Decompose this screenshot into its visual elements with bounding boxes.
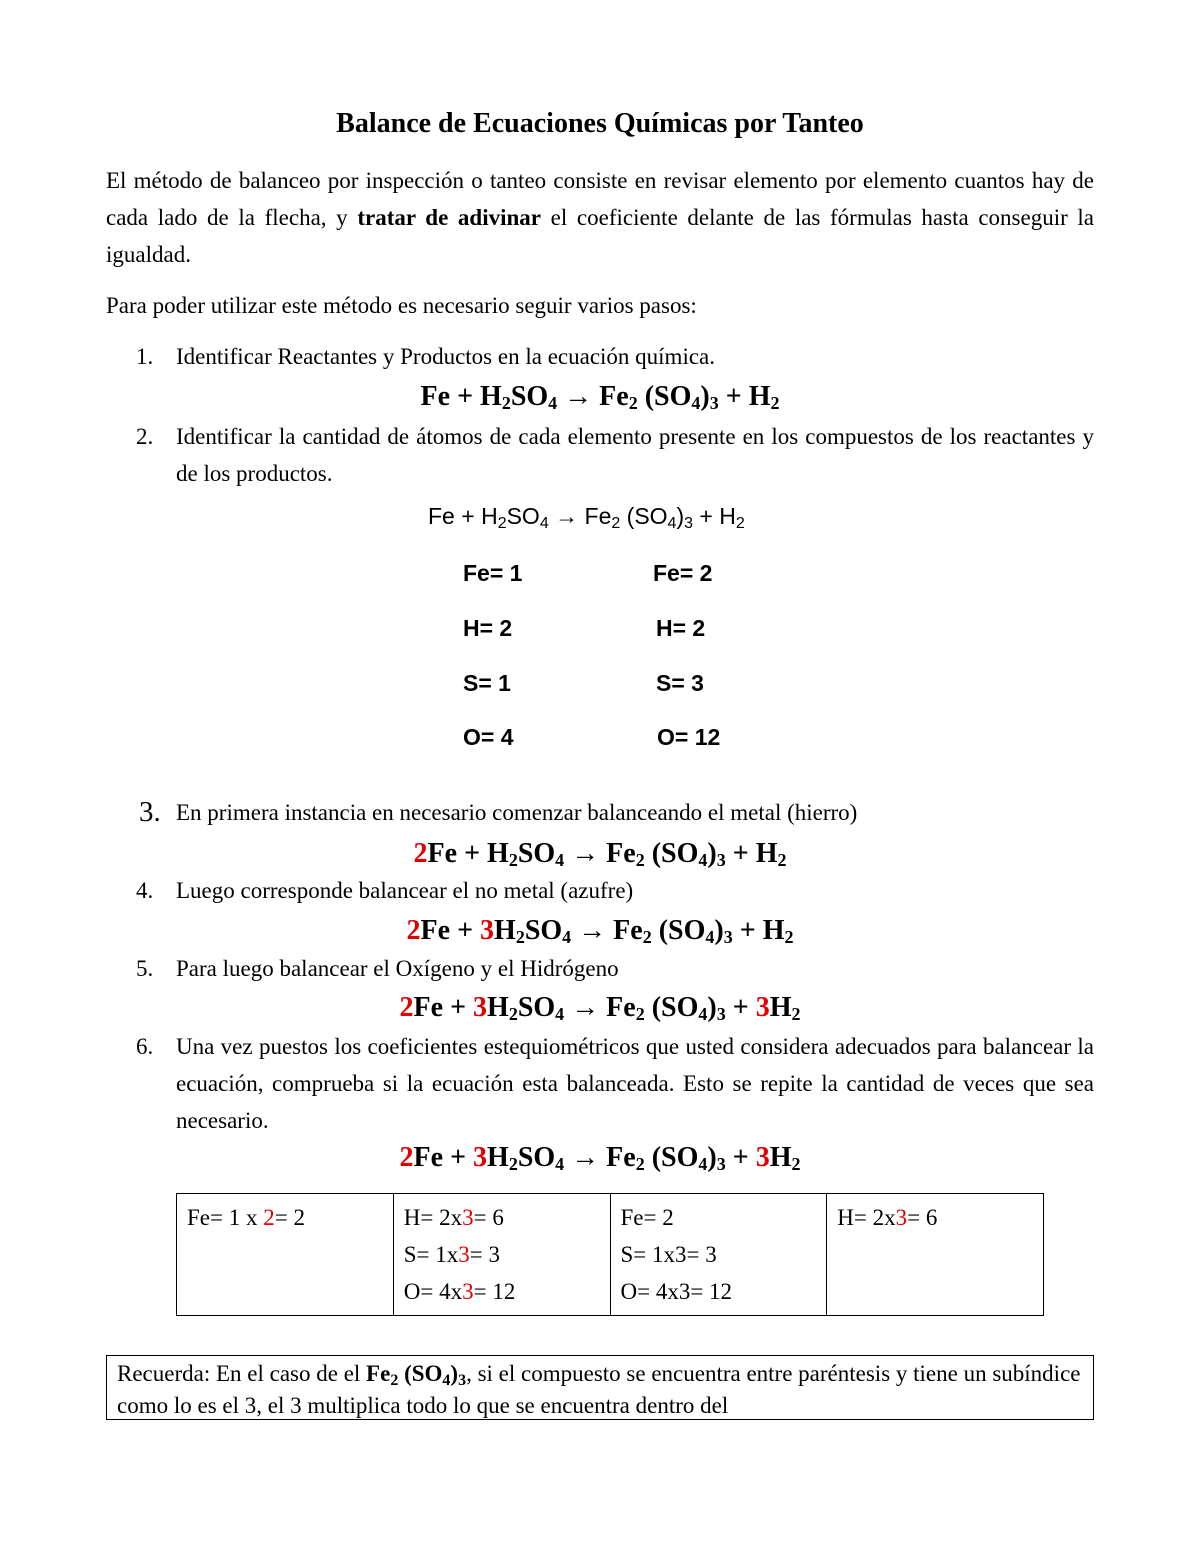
atom-count-reactant: S= 1 — [463, 670, 511, 696]
reminder-box: Recuerda: En el caso de el $Fe_2$ $(SO_4)_3$, si el compuesto se encuentra entre paréntesis y tiene un subíndice como lo es el 3, el 3 multiplica todo lo que se encuentra dentro del — [106, 1355, 1094, 1420]
step-number: 4. — [136, 878, 154, 903]
equation-4: $2Fe + 3H_2SO_4 \to Fe_2$ $(SO_4)_3 + H_2$ — [406, 915, 794, 947]
atom-count-product: H= 2 — [656, 615, 706, 641]
step-number: 5. — [136, 956, 154, 981]
verification-table — [176, 1193, 1044, 1316]
equation-6: $2Fe + 3H_2SO_4 \to Fe_2$ $(SO_4)_3 + 3H_2$ — [399, 1142, 801, 1174]
table-row — [177, 1194, 1044, 1316]
step-text: En primera instancia en necesario comenzar balanceando el metal (hierro) — [176, 800, 858, 825]
table-cell: H= 2x3= 6 S= 1x3= 3 O= 4x3= 12 — [393, 1194, 610, 1316]
intro-bold: tratar de adivinar — [357, 205, 542, 230]
page-title: Balance de Ecuaciones Químicas por Tanteo — [336, 108, 864, 139]
step-number: 1. — [136, 344, 154, 369]
steps-intro: Para poder utilizar este método es necesario seguir varios pasos: — [106, 293, 697, 318]
step-6 — [106, 1028, 1094, 1143]
step-text: Una vez puestos los coeficientes estequiométricos que usted considera adecuados para balancear la ecuación, comprueba si la ecuación esta balanceada. Esto se repite la cantidad de veces que sea necesario. — [176, 1034, 1094, 1133]
step-number: 6. — [136, 1034, 154, 1059]
equation-image: $Fe + H_2SO_4 \to Fe_2$ $(SO_4)_3 + H_2$ — [428, 503, 745, 532]
atom-count-reactant: H= 2 — [463, 615, 513, 641]
step-text: Identificar Reactantes y Productos en la ecuación química. — [176, 344, 716, 369]
atom-count-product: Fe= 2 — [653, 560, 713, 586]
step-number: 2. — [136, 424, 154, 449]
table-cell: H= 2x3= 6 — [827, 1194, 1044, 1316]
step-text: Identificar la cantidad de átomos de cada elemento presente en los compuestos de los reactantes y de los productos. — [176, 424, 1094, 486]
step-number: 3. — [139, 796, 161, 828]
equation-3: $2Fe + H_2SO_4 \to Fe_2$ $(SO_4)_3 + H_2$ — [413, 838, 787, 870]
equation-5: $2Fe + 3H_2SO_4 \to Fe_2$ $(SO_4)_3 + 3H_2$ — [399, 992, 801, 1024]
step-2 — [106, 418, 1094, 498]
atom-count-reactant: Fe= 1 — [463, 560, 523, 586]
atom-count-reactant: O= 4 — [463, 724, 514, 750]
step-text: Para luego balancear el Oxígeno y el Hidrógeno — [176, 956, 619, 981]
table-cell: Fe= 1 x 2= 2 — [177, 1194, 394, 1316]
intro-text-2: el coeficiente delante de las fórmulas hasta conseguir la igualdad. — [106, 205, 1094, 267]
step-text: Luego corresponde balancear el no metal (azufre) — [176, 878, 634, 903]
intro-text-1: El método de balanceo por inspección o tanteo consiste en revisar elemento por elemento cuantos hay de cada lado de la flecha, y — [106, 168, 1094, 230]
table-cell: Fe= 2 S= 1x3= 3 O= 4x3= 12 — [610, 1194, 827, 1316]
atom-count-product: O= 12 — [657, 724, 721, 750]
atom-count-product: S= 3 — [656, 670, 704, 696]
equation-1: $Fe + H_2SO_4 \to Fe_2$ $(SO_4)_3 + H_2$ — [420, 381, 780, 413]
intro-paragraph — [106, 162, 1094, 273]
